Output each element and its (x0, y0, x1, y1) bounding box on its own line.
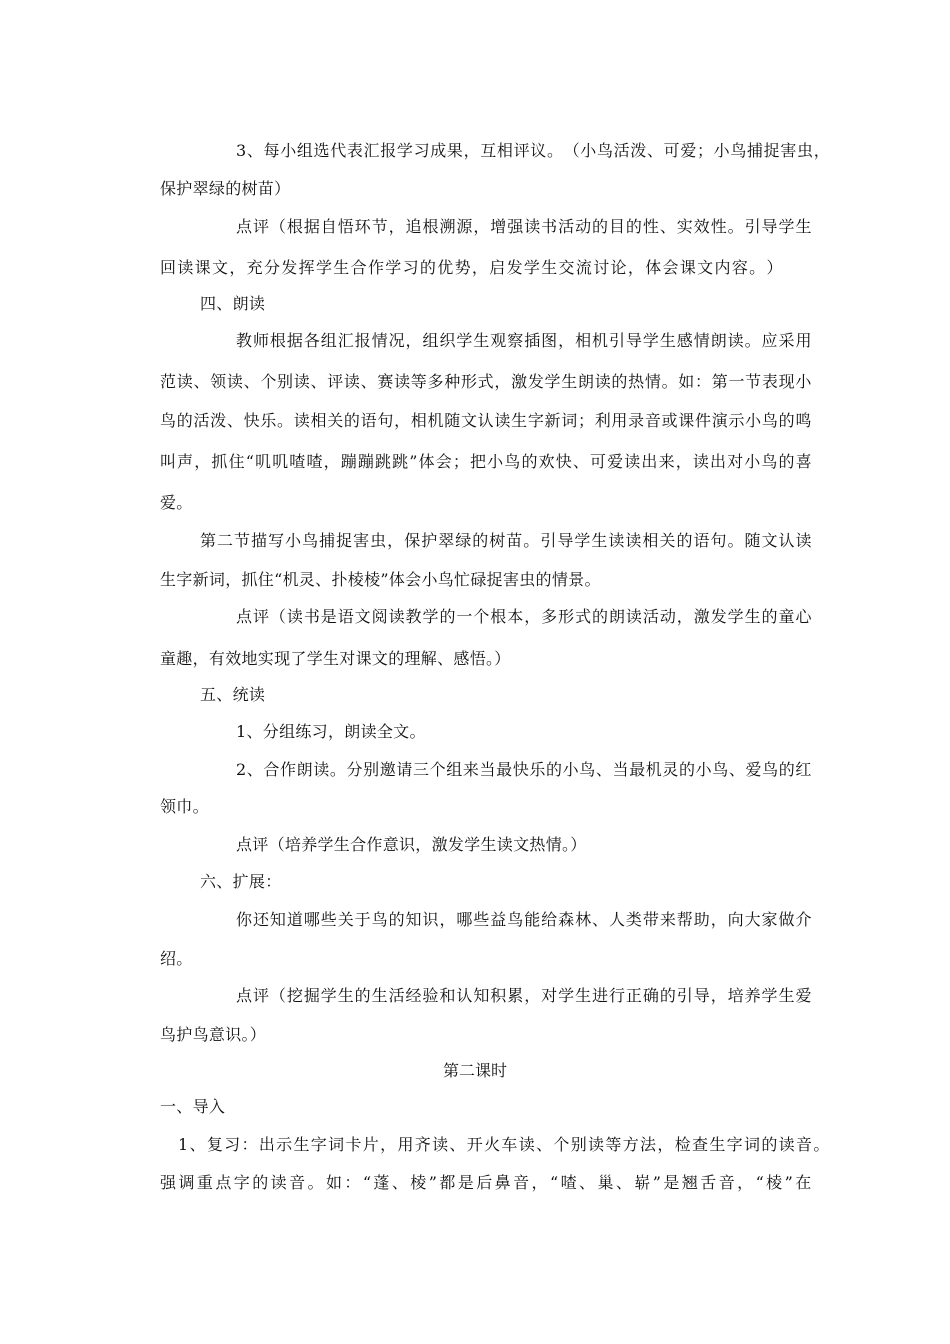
paragraph-line: 强 调 重 点 字 的 读 音 。 如 ： “ 蓬 、 棱 ” 都 是 后 鼻 音 ， “ 喳 、 巢 、 崭 ” 是 翘 舌 音 ， “ 棱 ” 在 (160, 1173, 812, 1192)
paragraph-line: 点 评 （ 挖 掘 学 生 的 生 活 经 验 和 认 知 积 累 ， 对 学 生 进 行 正 确 的 引 导 ， 培 养 学 生 爱 (236, 986, 812, 1005)
section-heading: 四、朗读 (200, 294, 266, 313)
paragraph-line: 第 二 节 描 写 小 鸟 捕 捉 害 虫 ， 保 护 翠 绿 的 树 苗 。 引 导 学 生 读 读 相 关 的 语 句 。 随 文 认 读 (200, 531, 812, 550)
paragraph-line: 鸟护鸟意识。） (160, 1025, 267, 1044)
paragraph-line: 2 、 合 作 朗 读 。 分 别 邀 请 三 个 组 来 当 最 快 乐 的 小 鸟 、 当 最 机 灵 的 小 鸟 、 爱 鸟 的 红 (236, 760, 812, 779)
paragraph-line: 生字新词，抓住“机灵、扑棱棱”体会小鸟忙碌捉害虫的情景。 (160, 570, 601, 589)
paragraph-line: 鸟 的 活 泼 、 快 乐 。 读 相 关 的 语 句 ， 相 机 随 文 认 读 生 字 新 词 ； 利 用 录 音 或 课 件 演 示 小 鸟 的 鸣 (160, 411, 812, 430)
paragraph-line: 范 读 、 领 读 、 个 别 读 、 评 读 、 赛 读 等 多 种 形 式 ， 激 发 学 生 朗 读 的 热 情 。 如 ： 第 一 节 表 现 小 (160, 372, 812, 391)
paragraph-line: 1 、 复 习 ： 出 示 生 字 词 卡 片 ， 用 齐 读 、 开 火 车 读 、 个 别 读 等 方 法 ， 检 查 生 字 词 的 读 音 。 (178, 1135, 830, 1154)
paragraph-line: 教 师 根 据 各 组 汇 报 情 况 ， 组 织 学 生 观 察 插 图 ， 相 机 引 导 学 生 感 情 朗 读 。 应 采 用 (236, 331, 812, 350)
paragraph-line: 保护翠绿的树苗） (160, 179, 291, 198)
paragraph-line: 绍。 (160, 949, 193, 968)
section-heading: 五、统读 (200, 685, 266, 704)
section-heading: 六、扩展： (200, 872, 282, 891)
paragraph-line: 回 读 课 文 ， 充 分 发 挥 学 生 合 作 学 习 的 优 势 ， 启 发 学 生 交 流 讨 论 ， 体 会 课 文 内 容 。 ） (160, 258, 783, 277)
paragraph-line: 你 还 知 道 哪 些 关 于 鸟 的 知 识 ， 哪 些 益 鸟 能 给 森 林 、 人 类 带 来 帮 助 ， 向 大 家 做 介 (236, 910, 812, 929)
paragraph-line: 1、分组练习，朗读全文。 (236, 722, 426, 741)
paragraph-line: 叫 声 ， 抓 住 “ 叽 叽 喳 喳 ， 蹦 蹦 跳 跳 ” 体 会 ； 把 小 鸟 的 欢 快 、 可 爱 读 出 来 ， 读 出 对 小 鸟 的 喜 (160, 452, 812, 471)
paragraph-line: 点 评 （ 根 据 自 悟 环 节 ， 追 根 溯 源 ， 增 强 读 书 活 动 的 目 的 性 、 实 效 性 。 引 导 学 生 (236, 217, 812, 236)
paragraph-line: 领巾。 (160, 797, 209, 816)
paragraph-line: 点 评 （ 读 书 是 语 文 阅 读 教 学 的 一 个 根 本 ， 多 形 式 的 朗 读 活 动 ， 激 发 学 生 的 童 心 (236, 607, 812, 626)
lesson-title: 第二课时 (442, 1061, 507, 1080)
section-heading: 一、导入 (160, 1097, 226, 1116)
paragraph-line: 童趣，有效地实现了学生对课文的理解、感悟。） (160, 649, 511, 668)
paragraph-line: 爱。 (160, 493, 193, 512)
paragraph-line: 点评（培养学生合作意识，激发学生读文热情。） (236, 835, 587, 854)
paragraph-line: 3 、 每 小 组 选 代 表 汇 报 学 习 成 果 ， 互 相 评 议 。 （ 小 鸟 活 泼 、 可 爱 ； 小 鸟 捕 捉 害 虫 ， (236, 141, 830, 160)
